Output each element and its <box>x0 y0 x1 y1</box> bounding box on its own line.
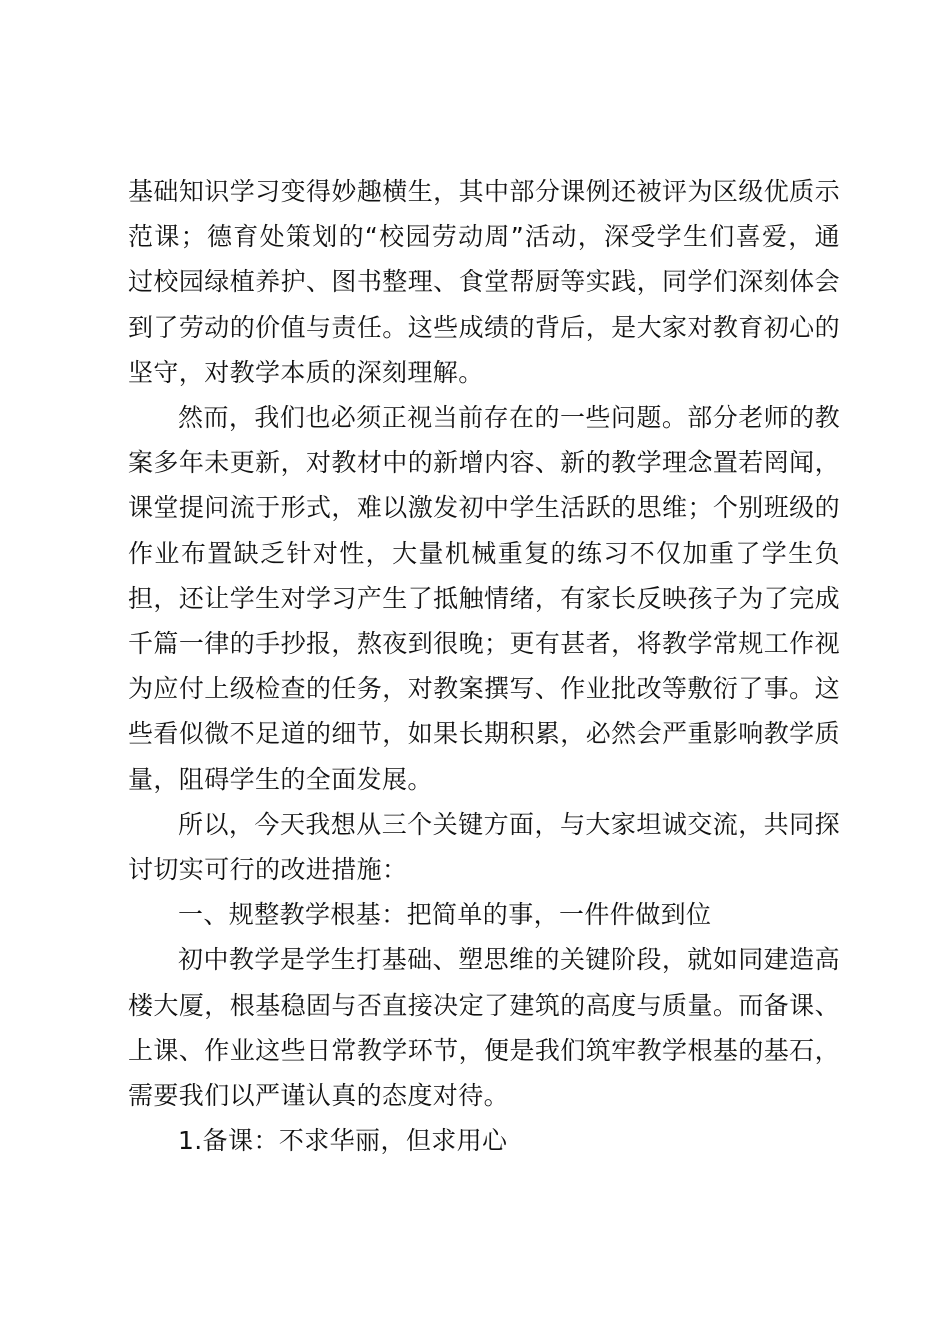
document-body <box>128 169 840 1163</box>
paragraph-problems: 然而，我们也必须正视当前存在的一些问题。部分老师的教案多年未更新，对教材中的新增内容、新的教学理念置若罔闻，课堂提问流于形式，难以激发初中学生活跃的思维；个别班级的作业布置缺乏针对性，大量机械重复的练习不仅加重了学生负担，还让学生对学习产生了抵触情绪，有家长反映孩子为了完成千篇一律的手抄报，熬夜到很晚；更有甚者，将教学常规工作视为应付上级检查的任务，对教案撰写、作业批改等敷衍了事。这些看似微不足道的细节，如果长期积累，必然会严重影响教学质量，阻碍学生的全面发展。 <box>128 403 840 794</box>
paragraph-transition: 所以，今天我想从三个关键方面，与大家坦诚交流，共同探讨切实可行的改进措施： <box>128 809 840 885</box>
paragraph-foundation: 初中教学是学生打基础、塑思维的关键阶段，就如同建造高楼大厦，根基稳固与否直接决定了建筑的高度与质量。而备课、上课、作业这些日常教学环节，便是我们筑牢教学根基的基石，需要我们以严谨认真的态度对待。 <box>128 945 840 1111</box>
paragraph-achievements: 基础知识学习变得妙趣横生，其中部分课例还被评为区级优质示范课；德育处策划的“校园劳动周”活动，深受学生们喜爱，通过校园绿植养护、图书整理、食堂帮厨等实践，同学们深刻体会到了劳动的价值与责任。这些成绩的背后，是大家对教育初心的坚守，对教学本质的深刻理解。 <box>128 177 840 387</box>
section-heading-1: 一、规整教学根基：把简单的事，一件件做到位 <box>178 900 712 930</box>
subsection-heading-1-1: 1.备课：不求华丽，但求用心 <box>178 1126 508 1156</box>
